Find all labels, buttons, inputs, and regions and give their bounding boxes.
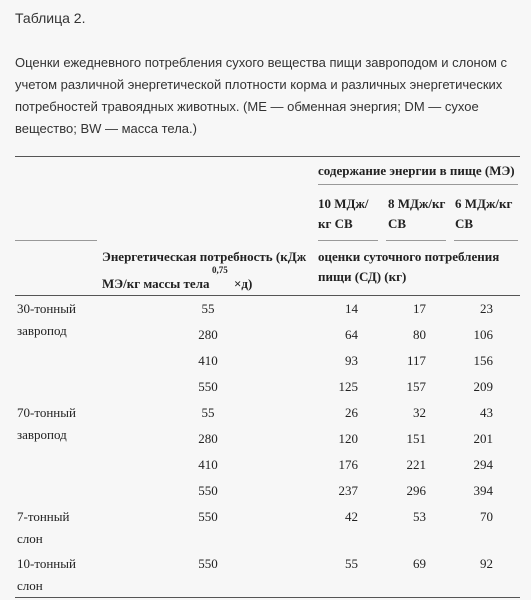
animal-label: слон bbox=[17, 531, 43, 546]
requirement-cell: 280 bbox=[198, 431, 218, 446]
intake-header-line2: пищи (СД) (кг) bbox=[318, 269, 407, 284]
intake-cell: 92 bbox=[480, 556, 493, 571]
table-bottom-rule bbox=[15, 597, 520, 598]
intake-cell: 106 bbox=[473, 327, 493, 342]
table-heading-label: Таблица bbox=[15, 10, 70, 26]
intake-cell: 201 bbox=[473, 431, 493, 446]
table-heading bbox=[15, 10, 85, 26]
intake-cell: 26 bbox=[345, 405, 358, 420]
animal-label: слон bbox=[17, 578, 43, 593]
intake-cell: 42 bbox=[345, 509, 358, 524]
header-bottom-rule bbox=[15, 295, 520, 296]
animal-label: завропод bbox=[17, 427, 67, 442]
intake-cell: 296 bbox=[406, 483, 426, 498]
requirement-header-line2: МЭ/кг массы тела bbox=[102, 276, 210, 291]
density-col-1-line1: 10 МДж/ bbox=[318, 196, 369, 211]
intake-cell: 23 bbox=[480, 301, 493, 316]
requirement-header-line1: Энергетическая потребность (кДж bbox=[102, 249, 307, 264]
requirement-header-suffix: ×д) bbox=[234, 276, 253, 291]
density-col-3-line1: 6 МДж/кг bbox=[455, 196, 513, 211]
intake-cell: 294 bbox=[473, 457, 493, 472]
intake-cell: 237 bbox=[338, 483, 358, 498]
intake-cell: 55 bbox=[345, 556, 358, 571]
requirement-cell: 55 bbox=[201, 301, 215, 316]
requirement-cell: 550 bbox=[198, 379, 218, 394]
col1-header-rule bbox=[318, 240, 378, 241]
intake-cell: 80 bbox=[413, 327, 426, 342]
intake-cell: 17 bbox=[413, 301, 426, 316]
requirement-cell: 280 bbox=[198, 327, 218, 342]
intake-cell: 151 bbox=[406, 431, 426, 446]
energy-header-rule bbox=[318, 184, 518, 185]
animal-label: 7-тонный bbox=[17, 509, 70, 524]
density-col-1-line2: кг СВ bbox=[318, 216, 353, 231]
requirement-header-exponent: 0,75 bbox=[212, 265, 228, 275]
intake-cell: 14 bbox=[345, 301, 358, 316]
col2-header-rule bbox=[386, 240, 446, 241]
intake-cell: 32 bbox=[413, 405, 426, 420]
table-caption: Оценки ежедневного потребления сухого вещества пищи завроподом и слоном с учетом различной энергетической плотности корма и различных энергетических потребностей травоядных животных. (ME — обменная энергия; DM — сухое вещество; BW — масса тела.) bbox=[15, 55, 508, 136]
intake-cell: 64 bbox=[345, 327, 358, 342]
intake-cell: 176 bbox=[338, 457, 358, 472]
intake-cell: 117 bbox=[406, 353, 426, 368]
requirement-cell: 550 bbox=[198, 556, 218, 571]
density-col-2-line1: 8 МДж/кг bbox=[388, 196, 446, 211]
animal-label: завропод bbox=[17, 323, 67, 338]
intake-cell: 125 bbox=[338, 379, 358, 394]
animal-label: 10-тонный bbox=[17, 556, 76, 571]
intake-cell: 221 bbox=[406, 457, 426, 472]
intake-cell: 394 bbox=[473, 483, 493, 498]
intake-cell: 157 bbox=[406, 379, 426, 394]
intake-cell: 209 bbox=[473, 379, 493, 394]
intake-cell: 43 bbox=[480, 405, 493, 420]
table-top-rule bbox=[15, 156, 520, 157]
intake-cell: 120 bbox=[338, 431, 358, 446]
animal-label: 70-тонный bbox=[17, 405, 76, 420]
col3-header-rule bbox=[454, 240, 518, 241]
requirement-cell: 55 bbox=[201, 405, 215, 420]
intake-cell: 93 bbox=[345, 353, 358, 368]
intake-cell: 69 bbox=[413, 556, 426, 571]
table-heading-number: 2. bbox=[73, 10, 86, 26]
requirement-cell: 410 bbox=[198, 353, 218, 368]
intake-cell: 156 bbox=[473, 353, 493, 368]
intake-cell: 53 bbox=[413, 509, 426, 524]
animal-label: 30-тонный bbox=[17, 301, 76, 316]
requirement-cell: 410 bbox=[198, 457, 218, 472]
intake-header-line1: оценки суточного потребления bbox=[318, 249, 500, 264]
density-col-3-line2: СВ bbox=[455, 216, 474, 231]
intake-cell: 70 bbox=[480, 509, 493, 524]
energy-content-header: содержание энергии в пище (МЭ) bbox=[318, 163, 515, 178]
requirement-cell: 550 bbox=[198, 483, 218, 498]
density-col-2-line2: СВ bbox=[388, 216, 407, 231]
animal-header-rule bbox=[15, 240, 97, 241]
requirement-cell: 550 bbox=[198, 509, 218, 524]
